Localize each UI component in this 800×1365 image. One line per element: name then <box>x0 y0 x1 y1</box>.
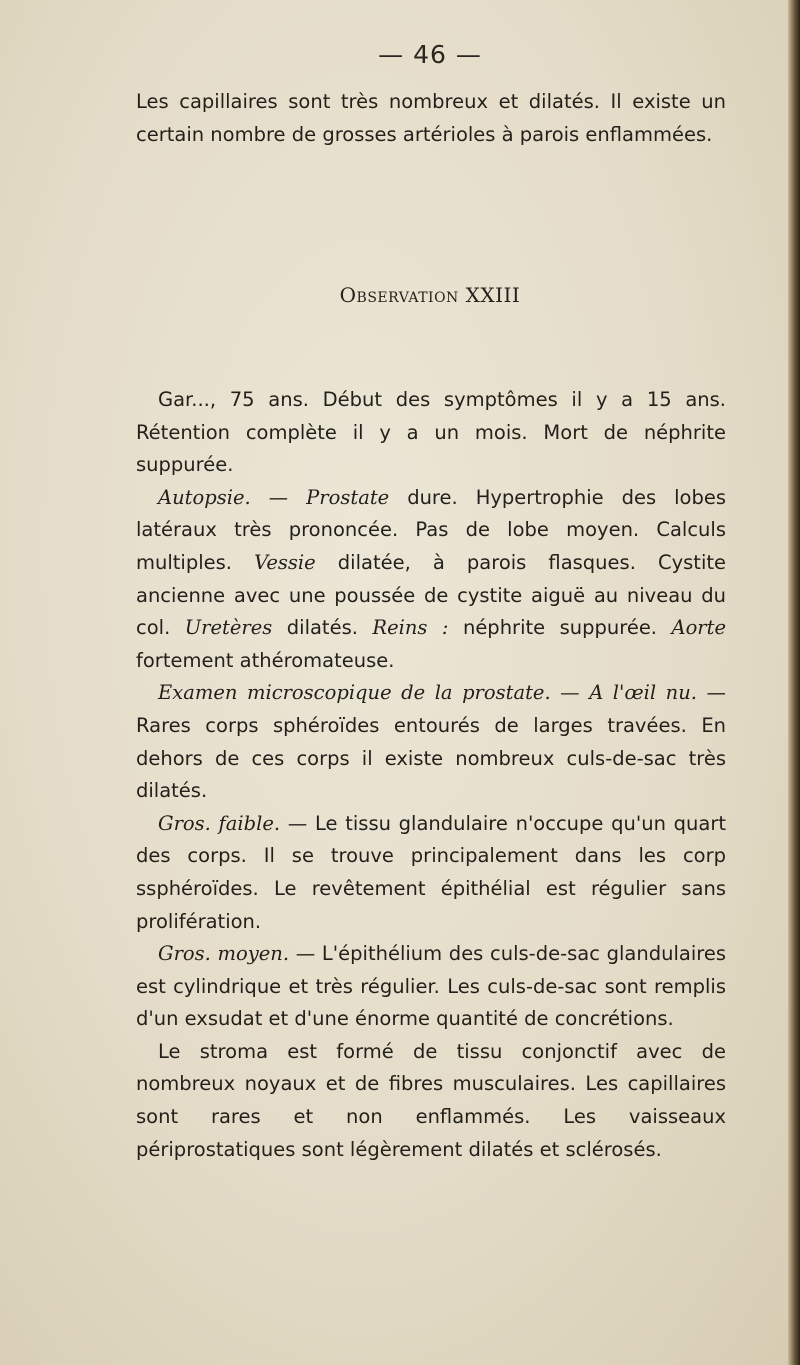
intro-text: Les capillaires sont très nombreux et dilatés. Il existe un certain nombre de grosses artérioles à parois enflammées. <box>136 90 726 146</box>
reins-label: Reins : <box>372 616 449 640</box>
autopsie-text-5: fortement athéromateuse. <box>136 648 395 672</box>
autopsie-text-2: dilatée, à parois flasques. Cystite ancienne avec une poussée de cystite aiguë au niveau du col. <box>136 550 727 640</box>
autopsie-text-4: néphrite suppurée. <box>448 616 672 640</box>
vessie-label: Vessie <box>254 550 316 574</box>
gros-faible-label: Gros. faible. <box>158 811 281 835</box>
ureteres-label: Uretères <box>184 616 273 640</box>
gros-faible-text: — Le tissu glandulaire n'occupe qu'un quart des corps. Il se trouve principalement dans les corp ssphéroïdes. Le revêtement épithélial est régulier sans prolifération. <box>136 811 726 933</box>
gros-moyen-paragraph <box>136 938 726 1036</box>
observation-heading: Observation XXIII <box>339 283 521 307</box>
autopsie-label: Autopsie. <box>158 485 251 509</box>
autopsie-text-1: dure. Hypertrophie des lobes latéraux très prononcée. Pas de lobe moyen. Calculs multiples. <box>136 485 726 574</box>
stroma-paragraph: Le stroma est formé de tissu conjonctif avec de nombreux noyaux et de fibres musculaires. Les capillaires sont rares et non enflammés. Les vaisseaux périprostatiques sont légèrement dilatés et sclérosés. <box>136 1039 726 1161</box>
observation-body <box>136 384 726 1166</box>
examen-label: Examen microscopique de la prostate. — A l'œil nu. <box>158 681 697 705</box>
gros-faible-paragraph <box>136 808 726 938</box>
gros-moyen-text: — L'épithélium des culs-de-sac glandulaires est cylindrique et très régulier. Les culs-de-sac sont remplis d'un exsudat et d'une énorme quantité de concrétions. <box>136 942 727 1031</box>
examen-text: — Rares corps sphéroïdes entourés de larges travées. En dehors de ces corps il existe nombreux culs-de-sac très dilatés. <box>136 681 727 803</box>
intro-paragraph <box>136 86 726 151</box>
page-number: — 46 — <box>378 40 482 69</box>
patient-summary: Gar..., 75 ans. Début des symptômes il y a 15 ans. Rétention complète il y a un mois. Mort de néphrite suppurée. <box>136 388 726 477</box>
prostate-label: Prostate <box>306 485 390 509</box>
autopsie-text-3: dilatés. <box>272 616 373 640</box>
autopsie-separator: — <box>250 485 307 509</box>
autopsie-paragraph <box>136 482 726 678</box>
gros-moyen-label: Gros. moyen. <box>158 942 290 966</box>
examen-paragraph <box>136 677 726 807</box>
page-edge <box>788 0 800 1365</box>
aorte-label: Aorte <box>671 616 727 640</box>
